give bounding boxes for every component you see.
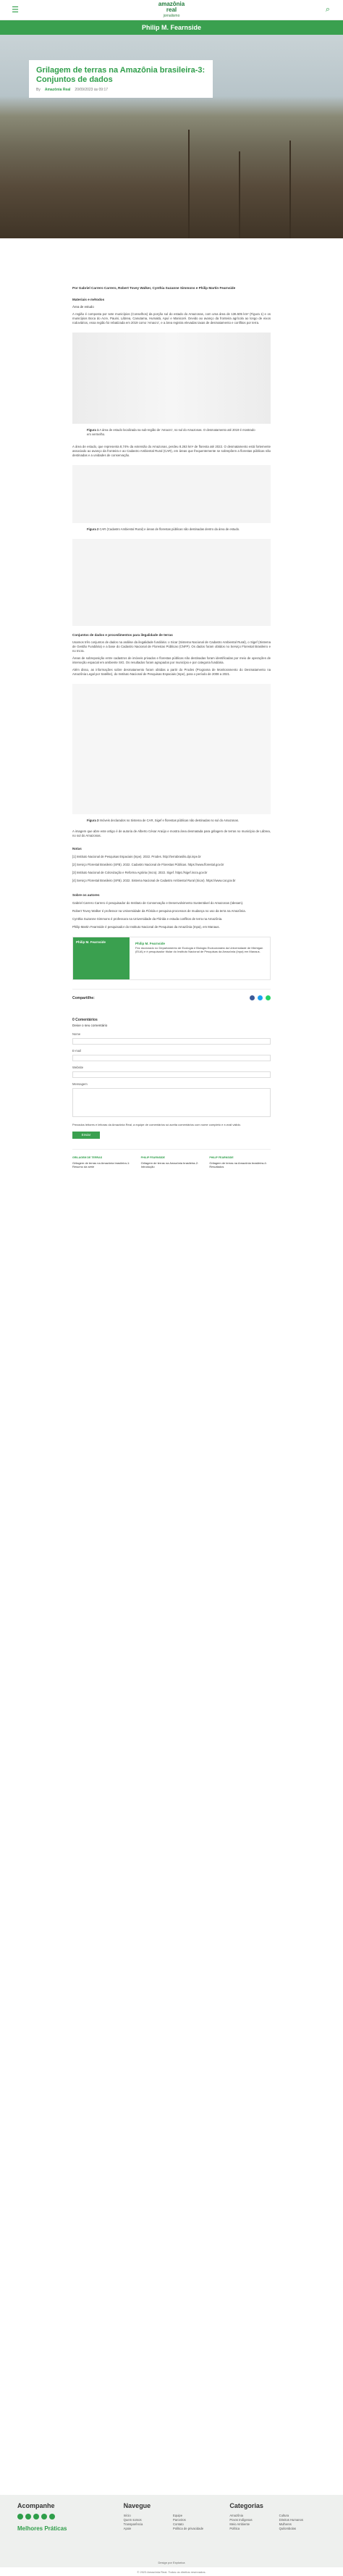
footer-col-categories [229,2502,326,2532]
footer-nav-link[interactable]: Início [123,2514,131,2517]
facebook-icon[interactable] [17,2514,23,2519]
author-box-bio: Fez doutorado no Departamento de Ecologia e Biologia Evolucionária da Universidade de Michigan (EUA) e é pesquisador titular do Instituto Nacional de Pesquisas da Amazônia (Inpa) em Manaus. [135,945,263,954]
notes-title: Notas [72,847,82,851]
article-author-link[interactable]: Amazônia Real [44,88,71,92]
name-input[interactable] [72,1038,271,1045]
footer-title-categories: Categorias [229,2502,263,2509]
footer-nav-link[interactable]: Contato [173,2522,184,2526]
footer-nav-link[interactable]: Transparência [123,2522,143,2526]
notes-section [72,847,271,883]
by-label: By [36,88,41,92]
paragraph: Além disso, as informações sobre desmatamento foram obtidas a partir do Prodes (Programa de Monitoramento do Desmatamento na Amazônia Legal por Satélite), do Instituto Nacional de Pesquisas Espaciais (Inpe), para o período de 2008 a 2021. [72,667,271,676]
email-input[interactable] [72,1055,271,1061]
related-category: PHILIP FEARNSIDE [140,1155,165,1159]
menu-icon[interactable]: ☰ [12,6,19,14]
related-post[interactable] [141,1155,203,1168]
social-icons [17,2514,114,2519]
article-authors: Por Gabriel Carrero Carrero, Robert Tovey Walker, Cynthia Suzanne Simmons e Philip Martin Fearnside [72,286,236,290]
footer-category-link[interactable]: Povos Indígenas [229,2518,253,2522]
author-bar [0,20,343,35]
related-category: PHILIP FEARNSIDE [209,1155,234,1159]
copyright-text: © 2023 Amazônia Real. Todos os direitos reservados. [137,2569,206,2574]
footer-category-link[interactable]: Quilombolas [279,2527,296,2530]
top-navbar [0,0,343,20]
share-icons [250,995,271,1000]
author-bio: Cynthia Suzanne Simmons é professora na Universidade da Flórida e estuda conflitos de terra na Amazônia. [72,917,223,921]
article-date: 20/09/2023 às 09:17 [75,88,109,92]
footer-bottom [0,2567,343,2576]
article-title: Grilagem de terras na Amazônia brasileira-3: Conjuntos de dados [36,66,206,84]
subsection-title-area: Área de estudo [72,305,94,309]
author-box-name[interactable]: Philip M. Fearnside [135,942,166,946]
submit-comment-button[interactable]: Enviar [72,1132,100,1139]
about-authors-title: Sobre os autores [72,893,100,898]
logo-line1: amazônia [158,0,185,7]
search-icon[interactable]: ⌕ [325,5,331,14]
article-body [0,286,343,1168]
figure-2-caption [72,527,271,532]
tree-trunk [289,141,291,238]
paragraph: Áreas de sobreposição entre cadastros de imóveis privados e florestas públicas não destinadas foram identificadas por meio de operações de interseção espacial em ambiente SIG. Os resultados foram agrupados por município e por categoria fundiária. [72,656,271,664]
footer-columns [0,2495,343,2532]
website-label: Website [72,1066,84,1070]
author-photo-label: Philip M. Fearnside [76,940,106,945]
tree-trunk [239,151,240,238]
paragraph: A área de estudo, que representa 8,74% da extensão do Amazonas, perdeu 8.263 km² de floresta até 2022. O desmatamento está fortemente associado ao avanço da fronteira e ao Cadastro Ambiental Rural (CAR), em áreas que frequentemente se sobrepõem a florestas públicas não destinadas e a unidades de conservação. [72,445,271,458]
comments-title: 0 Comentários [72,1018,98,1023]
section-title-datasets: Conjuntos de dados e procedimentos para ilegalidade de terras [72,632,173,637]
author-box-text [130,937,270,979]
logo-tagline: jornalismo [163,13,180,18]
footer-nav-list [124,2514,220,2531]
related-post[interactable] [209,1155,271,1168]
author-photo [73,937,130,979]
figure-label: Figura 2 [87,527,99,532]
footer-category-link[interactable]: Mulheres [279,2522,292,2526]
footer-category-link[interactable]: Cultura [279,2514,289,2517]
figure-2-map [72,465,271,523]
footer-category-link[interactable]: Política [229,2527,240,2530]
message-label: Mensagem [72,1082,88,1087]
figure-1-map [72,333,271,424]
footer-nav-link[interactable]: Quem somos [123,2518,142,2522]
author-bio: Robert Tovey Walker é professor na Universidade da Flórida e pesquisa processos de mudança no uso da terra na Amazônia. [72,909,246,913]
share-bar [72,989,271,1000]
note-item[interactable]: [1] Instituto Nacional de Pesquisas Espaciais (Inpe). 2022. Prodes. http://terrabrasilis.dpi.inpe.br [72,855,201,859]
figure-caption-text: Imóveis declarados no Sistema de CAR, Sigef e florestas públicas não destinadas no sul do Amazonas. [99,818,239,822]
footer-col-navigate [124,2502,220,2532]
footer-title-follow: Acompanhe [17,2502,55,2509]
note-item[interactable]: [3] Instituto Nacional de Colonização e Reforma Agrária (Incra). 2022. Sigef. https://sigef.incra.gov.br [72,871,208,875]
article-meta [36,88,206,92]
leave-comment-heading: Deixe o seu comentário [72,1024,108,1028]
footer-category-link[interactable]: Meio Ambiente [229,2522,250,2526]
share-label: Compartilhe: [72,995,95,1000]
name-label: Nome [72,1032,81,1037]
note-item[interactable]: [4] Serviço Florestal Brasileiro (SFB). 2022. Sistema Nacional de Cadastro Ambiental Rural (Sicar). https://www.car.gov.br [72,879,236,883]
figure-label: Figura 1 [87,428,99,432]
footer-nav-link[interactable]: Apoie [123,2527,132,2530]
linkedin-icon[interactable] [49,2514,55,2519]
youtube-icon[interactable] [41,2514,47,2519]
best-practices-title: Melhores Práticas [17,2525,67,2532]
footer-col-follow [17,2502,114,2532]
figure-2-image [72,539,271,626]
author-bar-name: Philip M. Fearnside [141,24,201,31]
hero-title-card [29,60,213,98]
figure-1-caption [72,428,271,436]
site-logo[interactable] [158,1,185,19]
website-input[interactable] [72,1071,271,1078]
instagram-icon[interactable] [33,2514,39,2519]
facebook-icon[interactable] [250,995,255,1000]
footer-title-navigate: Navegue [123,2502,151,2509]
paragraph: Usamos três conjuntos de dados na análise da ilegalidade fundiária: o Sicar (Sistema Nacional de Cadastro Ambiental Rural), o Sigef (Sistema de Gestão Fundiária) e a base do Cadastro Nacional de Florestas Públicas (CNFP). Os dados foram obtidos no Serviço Florestal Brasileiro e no Incra. [72,640,271,653]
related-category: GRILAGEM DE TERRAS [72,1155,103,1159]
figure-label: Figura 3 [87,818,99,822]
logo-line2: real [166,6,177,13]
footer-category-link[interactable]: Amazônia [229,2514,243,2517]
twitter-icon[interactable] [25,2514,31,2519]
figure-caption-text: CAR (Cadastro Ambiental Rural) e áreas de florestas públicas não destinadas dentro da área de estudo. [99,527,240,532]
author-bio: Philip Martin Fearnside é pesquisador do Instituto Nacional de Pesquisas da Amazônia (Inpa), em Manaus. [72,925,220,929]
whatsapp-icon[interactable] [266,995,271,1000]
paragraph: A região é composta por sete municípios (Conselhos) da porção sul do estado do Amazonas, com uma área de 136.505 km² (Figura 1) e os municípios Boca do Acre, Pauini, Lábrea, Canutama, Humaitá, Apuí e Manicoré. Devido ao avanço da fronteira agrícola ao longo de eixos rodoviários, essa região foi rebatizada em 2019 como 'Amacro', e a área registra elevadas taxas de desmatamento e conflitos por terra. [72,312,271,325]
author-bio: Gabriel Carrero Carrero é pesquisador do Instituto de Conservação e Desenvolvimento Sustentável do Amazonas (Idesam). [72,901,244,906]
hero-image [0,35,343,238]
footer-category-link[interactable]: Direitos Humanos [279,2518,303,2522]
section-title-methods: Materiais e métodos [72,298,105,301]
email-label: E-mail [72,1049,81,1053]
message-textarea[interactable] [72,1088,271,1117]
site-footer [0,2495,343,2576]
footer-category-list [229,2514,326,2531]
related-title[interactable]: Grilagem de terras na Amazônia brasileira-1: Resumo da série [72,1161,130,1168]
related-title[interactable]: Grilagem de terras na Amazônia brasileira-2: Introdução [140,1161,199,1168]
footer-nav-link[interactable]: Parceiros [173,2518,186,2522]
figure-3-caption [72,819,271,823]
paragraph: A imagem que abre este artigo é de autoria de Alberto César Araújo e mostra área desmatada para grilagem de terras no município de Lábrea, no sul do Amazonas. [72,829,271,838]
figure-caption-text: A área de estudo localizada na sub-região de 'Amacro', no sul do Amazonas. O desmatamento até 2019 é mostrado em vermelho. [87,428,255,436]
related-posts [72,1149,271,1168]
tree-trunk [188,130,190,238]
related-post[interactable] [72,1155,134,1168]
twitter-icon[interactable] [258,995,263,1000]
note-item[interactable]: [2] Serviço Florestal Brasileiro (SFB). 2022. Cadastro Nacional de Florestas Públicas. https://www.florestal.gov.br [72,863,224,867]
footer-credits: Design por Explorica [158,2561,185,2564]
footer-nav-link[interactable]: Política de privacidade [173,2527,204,2530]
comment-policy-text: Prezados leitores e leitoras da Amazônia Real, a equipe de comentários só aceita comentários com nome completo e e-mail válido. [72,1123,242,1127]
figure-3-map [72,684,271,814]
related-title[interactable]: Grilagem de terras na Amazônia brasileira-4: Resultados [209,1161,267,1168]
footer-nav-link[interactable]: Equipe [173,2514,183,2517]
author-box [72,937,271,980]
